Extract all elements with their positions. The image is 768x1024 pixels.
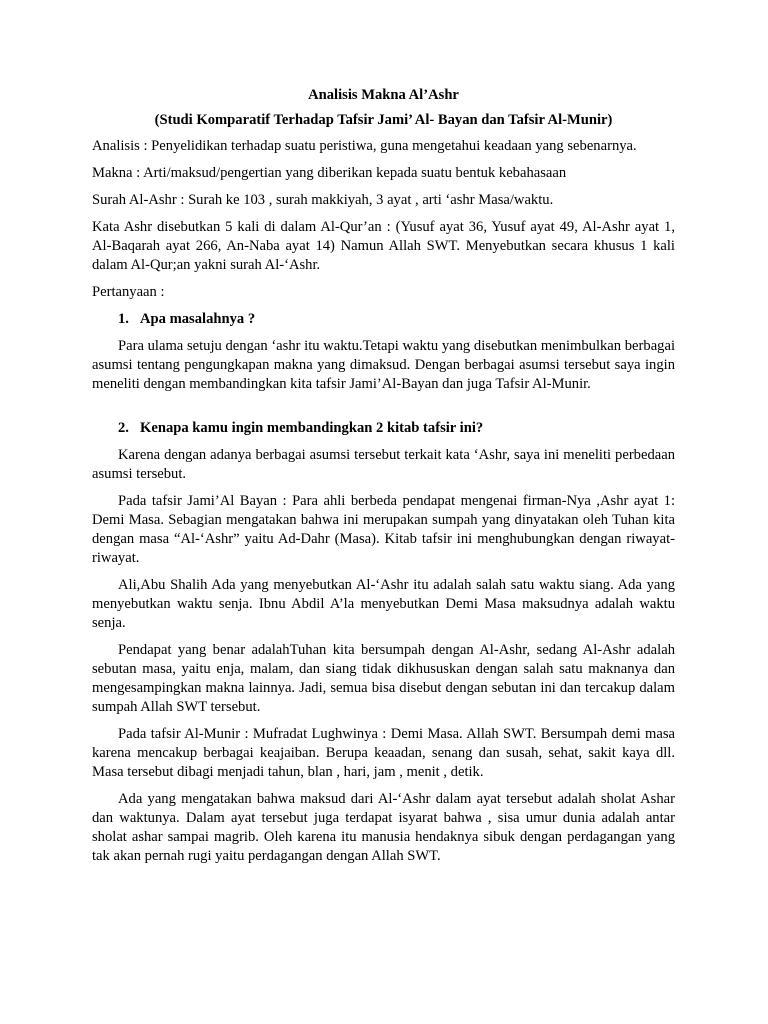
question-2-number: 2.: [118, 420, 129, 436]
document-body: [92, 86, 675, 874]
document-subtitle: (Studi Komparatif Terhadap Tafsir Jami’ Al- Bayan dan Tafsir Al-Munir): [154, 112, 613, 128]
question-2-paragraph: Ada yang mengatakan bahwa maksud dari Al-‘Ashr dalam ayat tersebut adalah sholat Ashar dan waktunya. Dalam ayat tersebut juga terdapat isyarat bahwa , sisa umur dunia adalah antar sholat ashar sampai magrib. Oleh karena itu manusia hendaknya sibuk dengan perdagangan yang tak akan pernah rugi yaitu perdagangan dengan Allah SWT.: [92, 791, 675, 864]
definition-analisis: Analisis : Penyelidikan terhadap suatu peristiwa, guna mengetahui keadaan yang sebenarnya.: [92, 138, 637, 154]
question-1-heading: [92, 310, 675, 329]
question-2-paragraph: Ali,Abu Shalih Ada yang menyebutkan Al-‘Ashr itu adalah salah satu waktu siang. Ada yang menyebutkan waktu senja. Ibnu Abdil A’la menyebutkan Demi Masa maksudnya adalah waktu senja.: [92, 577, 675, 631]
pertanyaan-label: Pertanyaan :: [92, 284, 165, 300]
question-2-paragraph: Pada tafsir Jami’Al Bayan : Para ahli berbeda pendapat mengenai firman-Nya ,Ashr ayat 1: Demi Masa. Sebagian mengatakan bahwa ini merupakan sumpah yang dinyatakan oleh Tuhan kita dengan masa “Al-‘Ashr” yaitu Ad-Dahr (Masa). Kitab tafsir ini menghubungkan dengan riwayat-riwayat.: [92, 493, 675, 566]
question-2-text: Kenapa kamu ingin membandingkan 2 kitab tafsir ini?: [140, 420, 484, 436]
section-spacer: [92, 402, 675, 419]
question-2-heading: [92, 419, 675, 438]
question-1-number: 1.: [118, 311, 129, 327]
question-1-answer: Para ulama setuju dengan ‘ashr itu waktu.Tetapi waktu yang disebutkan menimbulkan berbagai asumsi tentang pengungkapan makna yang dimaksud. Dengan berbagai asumsi tersebut saya ingin meneliti dengan membandingkan kita tafsir Jami’Al-Bayan dan juga Tafsir Al-Munir.: [92, 338, 675, 392]
document-title: Analisis Makna Al’Ashr: [308, 87, 459, 103]
intro-paragraph: Kata Ashr disebutkan 5 kali di dalam Al-Qur’an : (Yusuf ayat 36, Yusuf ayat 49, Al-Ashr ayat 1, Al-Baqarah ayat 266, An-Naba ayat 14) Namun Allah SWT. Menyebutkan secara khusus 1 kali dalam Al-Qur;an yakni surah Al-‘Ashr.: [92, 219, 675, 273]
question-2-paragraph: Pada tafsir Al-Munir : Mufradat Lughwinya : Demi Masa. Allah SWT. Bersumpah demi masa karena mencakup berbagai keajaiban. Berupa keaadan, senang dan susah, sehat, sakit kaya dll. Masa tersebut dibagi menjadi tahun, blan , hari, jam , menit , detik.: [92, 726, 675, 780]
question-2-paragraph: Karena dengan adanya berbagai asumsi tersebut terkait kata ‘Ashr, saya ini meneliti perbedaan asumsi tersebut.: [92, 447, 675, 482]
definition-surah: Surah Al-Ashr : Surah ke 103 , surah makkiyah, 3 ayat , arti ‘ashr Masa/waktu.: [92, 192, 554, 208]
definition-makna: Makna : Arti/maksud/pengertian yang diberikan kepada suatu bentuk kebahasaan: [92, 165, 567, 181]
question-2-paragraph: Pendapat yang benar adalahTuhan kita bersumpah dengan Al-Ashr, sedang Al-Ashr adalah sebutan masa, yaitu enja, malam, dan siang tidak dikhususkan dengan salah satu maknanya dan mengesampingkan makna lainnya. Jadi, semua bisa disebut dengan sebutan ini dan tercakup dalam sumpah Allah SWT tersebut.: [92, 642, 675, 715]
question-1-text: Apa masalahnya ?: [140, 311, 256, 327]
